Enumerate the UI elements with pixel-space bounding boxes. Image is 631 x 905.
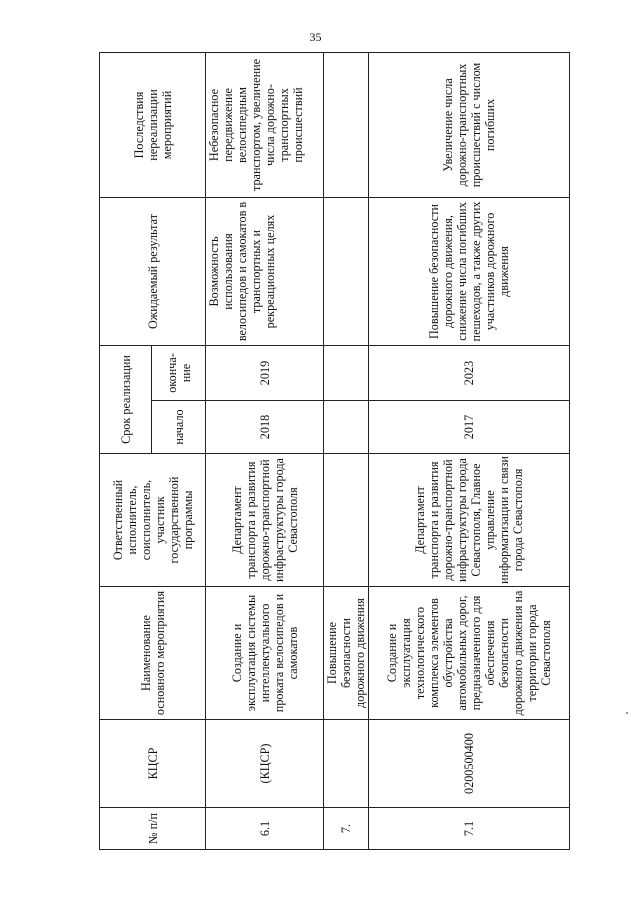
table-row: [369, 52, 570, 849]
header-name: Наименование основного мероприятия: [100, 587, 206, 720]
cell-kcsr: [324, 720, 369, 808]
cell-kcsr: 0200500400: [369, 720, 570, 808]
header-responsible: Ответственный исполнитель, соисполнитель, участник государственной программы: [100, 454, 206, 587]
table-body: [206, 52, 570, 849]
cell-start: [324, 401, 369, 454]
measures-table: [99, 52, 570, 850]
cell-consequences: [324, 52, 369, 197]
cell-end: [324, 345, 369, 400]
cell-num: 6.1: [206, 808, 324, 850]
cell-end: 2023: [369, 345, 570, 400]
table-row: [324, 52, 369, 849]
cell-consequences: Небезопасное передвижение велосипедным транспортом, увеличение числа дорожно-транспортных происшествий: [206, 52, 324, 197]
header-num: № п/п: [100, 808, 206, 850]
cell-kcsr: (КЦСР): [206, 720, 324, 808]
cell-num: 7.1: [369, 808, 570, 850]
cell-result: [324, 197, 369, 345]
cell-start: 2018: [206, 401, 324, 454]
cell-responsible: [324, 454, 369, 587]
header-consequences: Последствия нереализации мероприятий: [100, 52, 206, 197]
page-number: 35: [309, 30, 322, 44]
cell-responsible: Департамент транспорта и развития дорожно-транспортной инфраструктуры города Севастополя: [206, 454, 324, 587]
cell-name: Создание и эксплуатация системы интеллектуального проката велосипедов и самокатов: [206, 587, 324, 720]
cell-result: Повышение безопасности дорожного движения, снижение числа погибших пешеходов, а также других участников дорожного движения: [369, 197, 570, 345]
cell-start: 2017: [369, 401, 570, 454]
cell-responsible: Департамент транспорта и развития дорожно-транспортной инфраструктуры города Севастополя, Главное управление информатизации и связи города Севастополя: [369, 454, 570, 587]
rotated-table: [99, 53, 553, 850]
header-kcsr: КЦСР: [100, 720, 206, 808]
cell-end: 2019: [206, 345, 324, 400]
header-end: оконча-ние: [152, 345, 206, 400]
header-start: начало: [152, 401, 206, 454]
table-row: [206, 52, 324, 849]
cell-name: Создание и эксплуатация технологического комплекса элементов обустройства автомобильных дорог, предназначенного для обеспечения безопасности дорожного движения на территории города Севастополя: [369, 587, 570, 720]
table-header: [100, 52, 206, 849]
table-container: [99, 53, 631, 845]
header-result: Ожидаемый результат: [100, 197, 206, 345]
header-term: Срок реализации: [100, 345, 152, 453]
cell-result: Возможность использования велосипедов и самокатов в транспортных и рекреационных целях: [206, 197, 324, 345]
cell-num: 7.: [324, 808, 369, 850]
scan-dot: [626, 712, 628, 714]
cell-consequences: Увеличение числа дорожно-транспортных происшествий с числом погибших: [369, 52, 570, 197]
cell-name: Повышение безопасности дорожного движения: [324, 587, 369, 720]
